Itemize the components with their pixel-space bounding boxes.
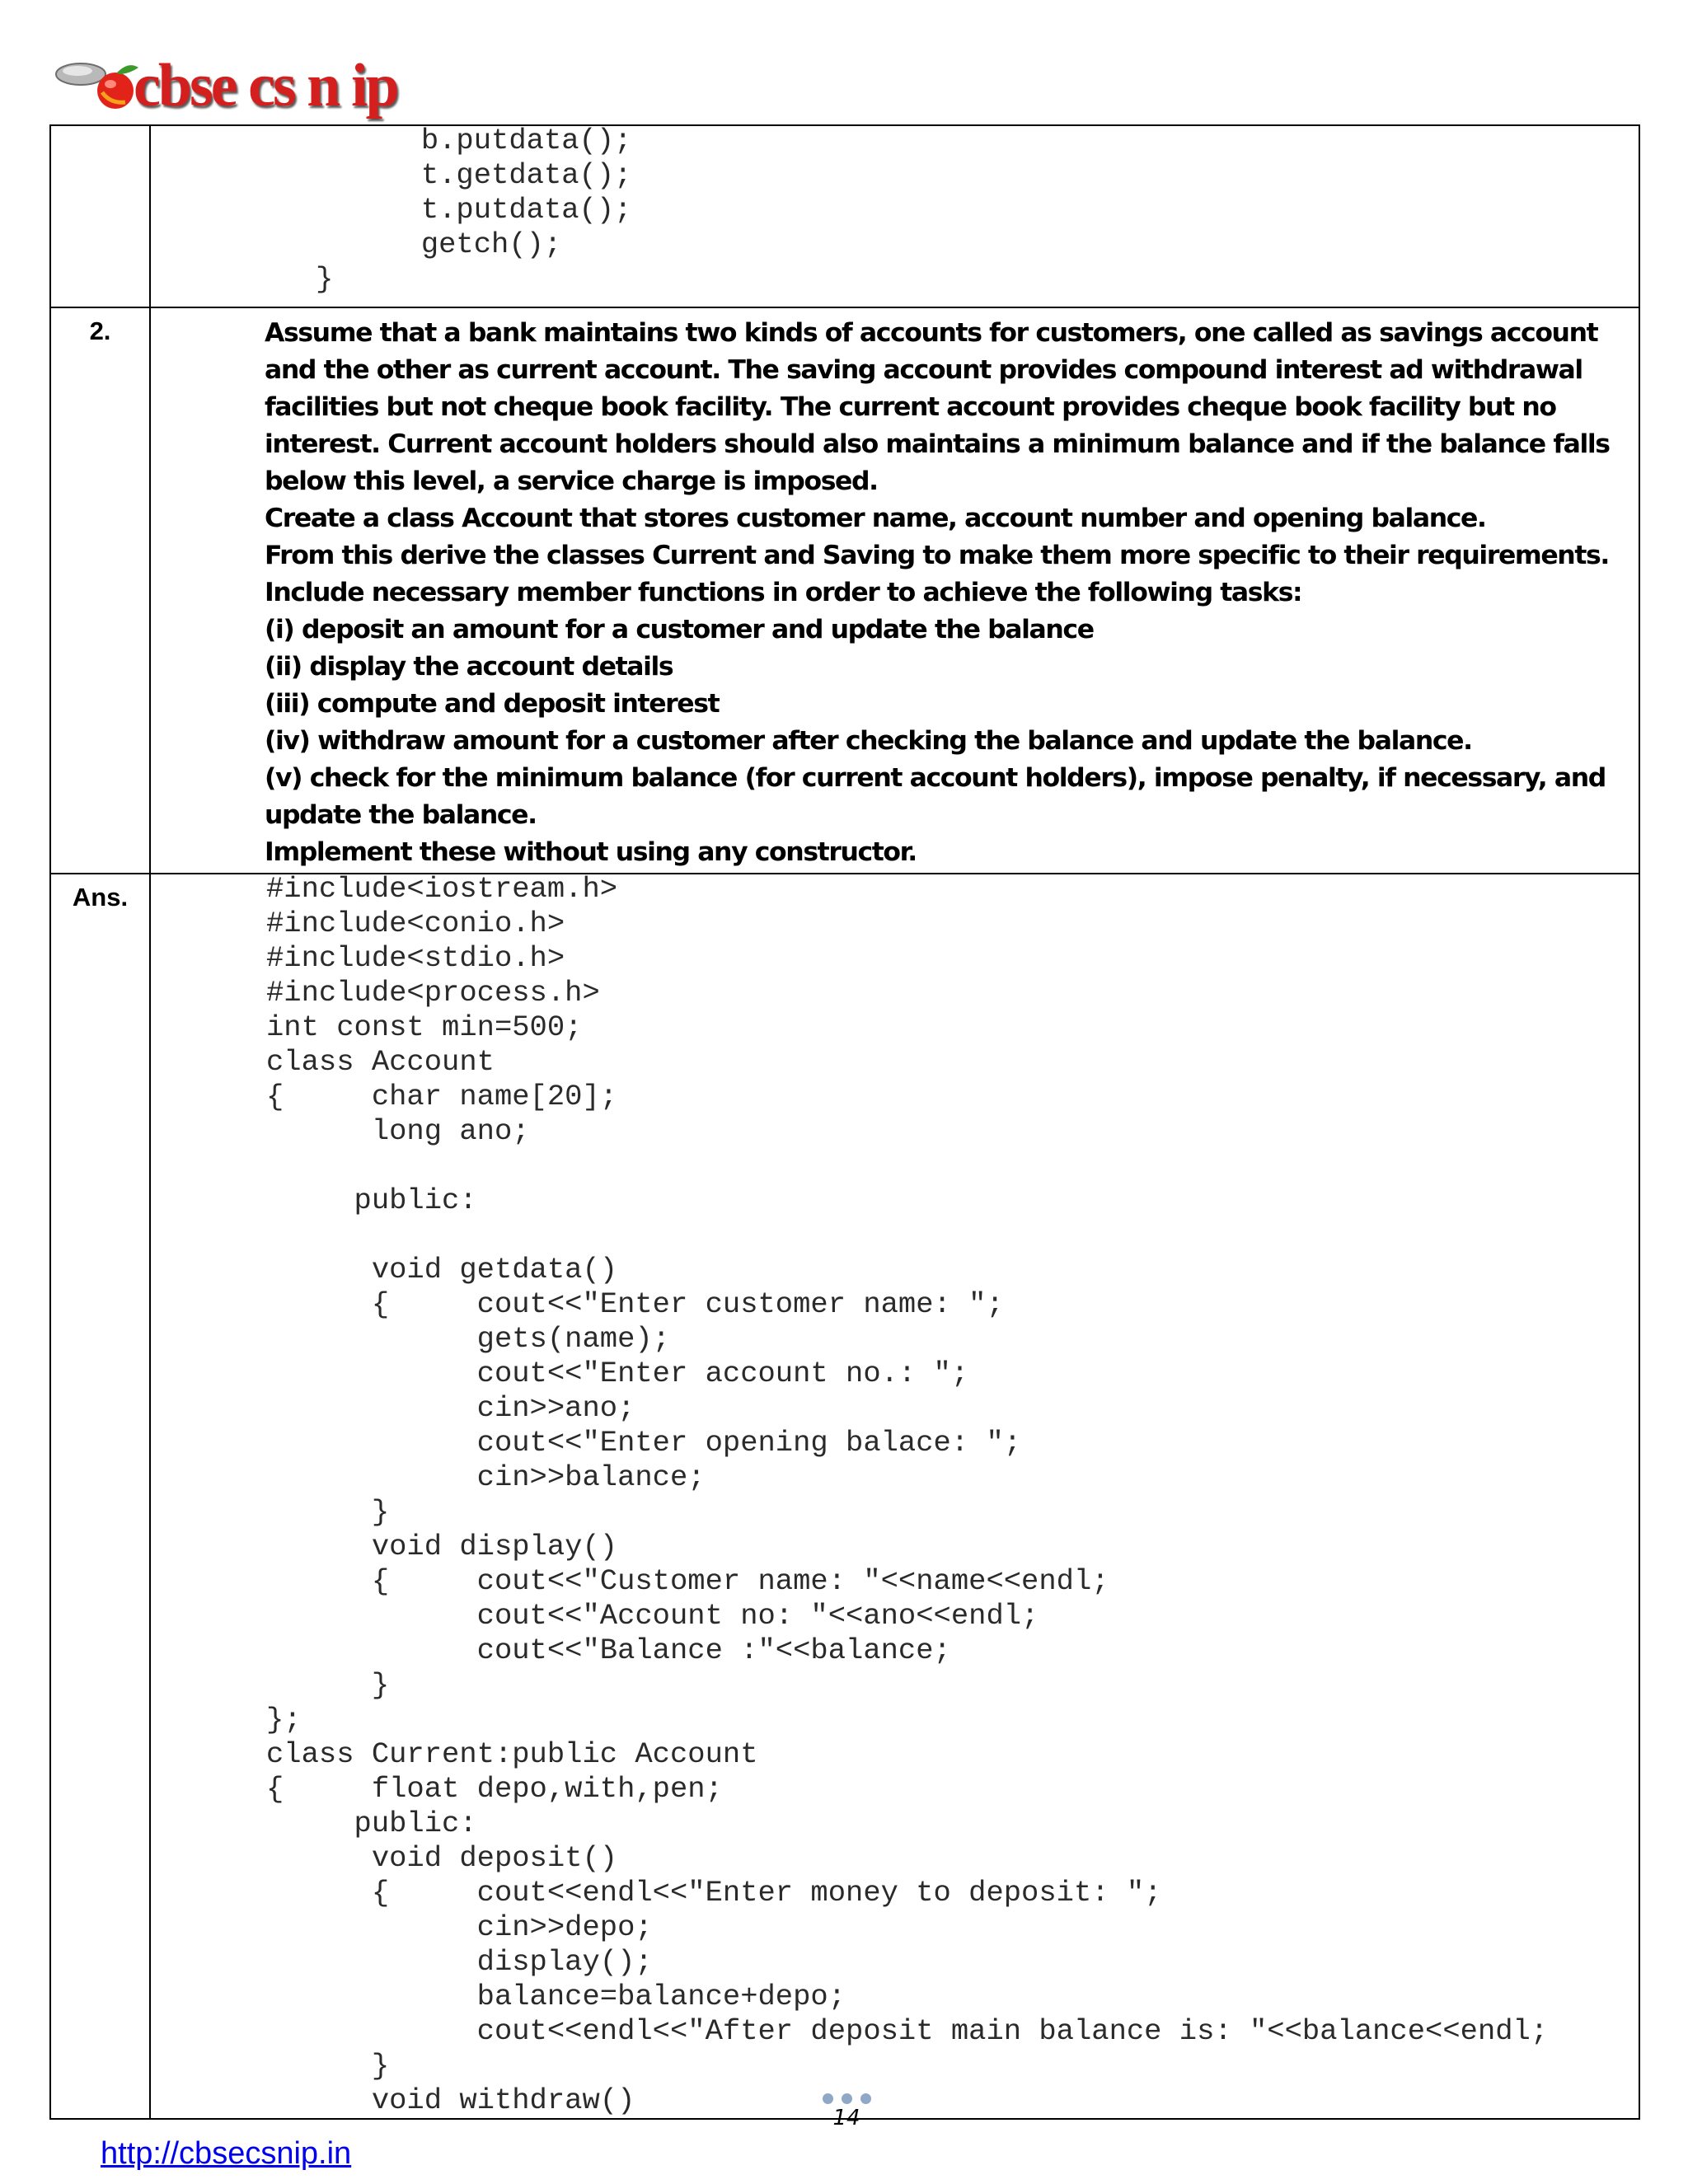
row-number: 2. xyxy=(50,307,150,874)
ellipsis-dots-icon xyxy=(818,2093,875,2104)
answer-code-block: #include<iostream.h> #include<conio.h> #include<stdio.h> #include<process.h> int const min=500; class Account { char name[20]; long ano; public: void getdata() { cout<<"Enter customer name: "; gets(name); cout<<"Enter account no.: "; cin>>ano; cout<<"Enter opening balace: "; cin>>balance; } void display() { cout<<"Customer name: "<<name<<endl; cout<<"Account no: "<<ano<<endl; cout<<"Balance :"<<balance; } }; class Current:public Account { float depo,with,pen; public: void deposit() { cout<<endl<<"Enter money to deposit: "; cin>>depo; display(); balance=balance+depo; cout<<endl<<"After deposit main balance is: "<<balance<<endl; } void withdraw() xyxy=(266,872,1549,2117)
table-row xyxy=(50,307,1639,874)
table-row xyxy=(50,125,1639,307)
page-number: 14 xyxy=(832,2106,860,2130)
site-url-link[interactable]: http://cbsecsnip.in xyxy=(101,2136,352,2171)
question-paragraph: Assume that a bank maintains two kinds of accounts for customers, one called as savings account and the other as current account. The saving account provides compound interest ad withdrawal facilities but not cheque book facility. The current account provides cheque book facility but no interest. Current account holders should also maintains a minimum balance and if the balance falls below this level, a service charge is imposed. xyxy=(265,318,1610,496)
task-item: (v) check for the minimum balance (for current account holders), impose penalty, if necessary, and update the balance. xyxy=(265,763,1606,830)
question-text xyxy=(151,308,1639,873)
question-paragraph: Implement these without using any constructor. xyxy=(265,837,917,867)
task-item: (ii) display the account details xyxy=(265,652,673,682)
logo-text: cbse cs n ip xyxy=(134,52,397,120)
answer-label: Ans. xyxy=(50,874,150,2119)
code-block: b.putdata(); t.getdata(); t.putdata(); getch(); } xyxy=(316,124,632,296)
site-logo xyxy=(53,52,432,130)
question-answer-table xyxy=(49,124,1640,2120)
question-paragraph: From this derive the classes Current and Saving to make them more specific to their requirements. Include necessary member functions in order to achieve the following tasks: xyxy=(265,541,1609,607)
task-item: (iv) withdraw amount for a customer after checking the balance and update the balance. xyxy=(265,726,1472,756)
row-number xyxy=(50,125,150,307)
mouse-apple-icon xyxy=(53,56,143,122)
page-footer xyxy=(818,2093,875,2130)
question-paragraph: Create a class Account that stores customer name, account number and opening balance. xyxy=(265,504,1486,533)
task-item: (i) deposit an amount for a customer and update the balance xyxy=(265,615,1094,644)
table-row xyxy=(50,874,1639,2119)
task-item: (iii) compute and deposit interest xyxy=(265,689,720,719)
